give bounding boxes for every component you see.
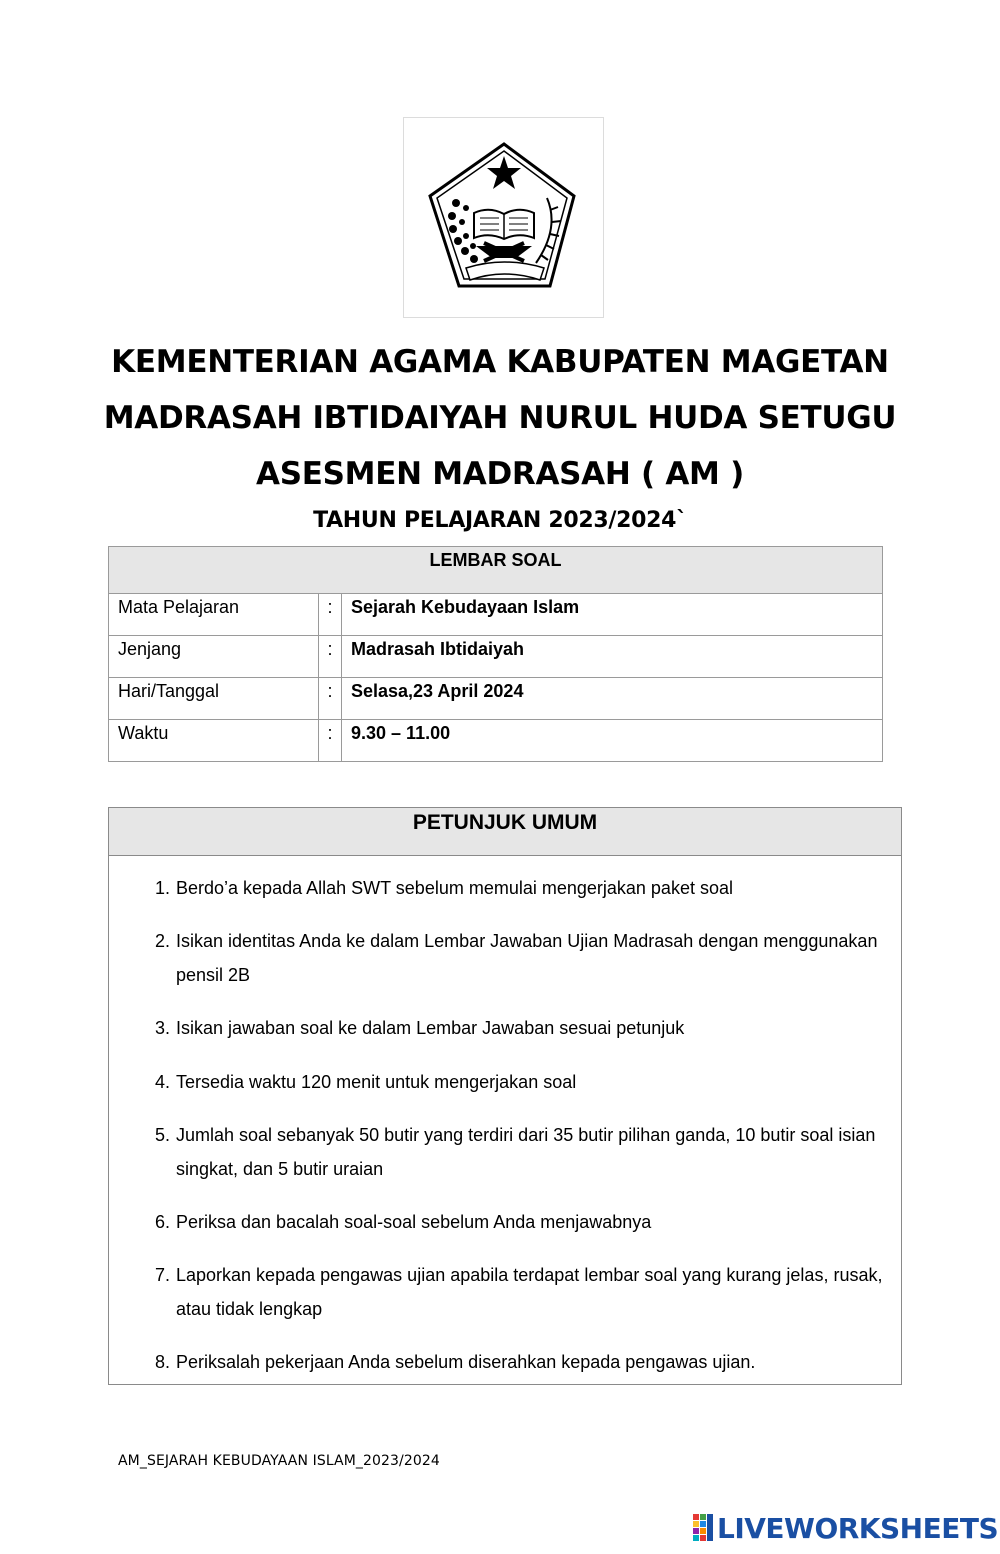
table-row xyxy=(109,636,883,678)
row-label: Hari/Tanggal xyxy=(109,678,319,720)
list-item xyxy=(154,1345,896,1379)
item-number: 2. xyxy=(154,931,170,951)
list-item xyxy=(154,1205,896,1239)
row-value: Selasa,23 April 2024 xyxy=(342,678,883,720)
list-item xyxy=(154,1011,896,1045)
row-value: Madrasah Ibtidaiyah xyxy=(342,636,883,678)
list-item xyxy=(154,1065,896,1099)
item-number: 7. xyxy=(154,1265,170,1285)
ministry-title: KEMENTERIAN AGAMA KABUPATEN MAGETAN xyxy=(111,344,889,380)
row-value: 9.30 – 11.00 xyxy=(342,720,883,762)
academic-year-title: TAHUN PELAJARAN 2023/2024` xyxy=(313,508,687,533)
assessment-title: ASESMEN MADRASAH ( AM ) xyxy=(256,456,744,492)
row-separator: : xyxy=(319,720,342,762)
general-instructions-box xyxy=(108,807,902,1385)
document-footer-code: AM_SEJARAH KEBUDAYAAN ISLAM_2023/2024 xyxy=(118,1453,440,1469)
row-separator: : xyxy=(319,636,342,678)
item-number: 1. xyxy=(154,878,170,898)
item-text: Periksalah pekerjaan Anda sebelum diserahkan kepada pengawas ujian. xyxy=(176,1352,756,1372)
brand-name: LIVEWORKSHEETS xyxy=(717,1511,999,1545)
item-text: Berdo’a kepada Allah SWT sebelum memulai mengerjakan paket soal xyxy=(176,878,733,898)
item-number: 3. xyxy=(154,1018,170,1038)
table-row xyxy=(109,594,883,636)
item-number: 8. xyxy=(154,1352,170,1372)
list-item xyxy=(154,871,896,905)
item-text: Periksa dan bacalah soal-soal sebelum Anda menjawabnya xyxy=(176,1212,652,1232)
list-item xyxy=(154,924,896,992)
kemenag-logo xyxy=(403,117,604,318)
item-text: Isikan identitas Anda ke dalam Lembar Jawaban Ujian Madrasah dengan menggunakan pensil 2B xyxy=(176,931,878,985)
list-item xyxy=(154,1118,896,1186)
item-text: Laporkan kepada pengawas ujian apabila terdapat lembar soal yang kurang jelas, rusak, atau tidak lengkap xyxy=(176,1265,883,1319)
table-row xyxy=(109,678,883,720)
item-number: 6. xyxy=(154,1212,170,1232)
item-number: 4. xyxy=(154,1072,170,1092)
row-separator: : xyxy=(319,594,342,636)
school-title: MADRASAH IBTIDAIYAH NURUL HUDA SETUGU xyxy=(103,400,897,436)
table-header-row xyxy=(109,547,883,594)
row-label: Mata Pelajaran xyxy=(109,594,319,636)
exam-info-table xyxy=(108,546,883,762)
kemenag-emblem-icon xyxy=(404,118,605,319)
item-text: Isikan jawaban soal ke dalam Lembar Jawaban sesuai petunjuk xyxy=(176,1018,685,1038)
table-row xyxy=(109,720,883,762)
lembar-soal-heading: LEMBAR SOAL xyxy=(109,547,883,594)
petunjuk-heading: PETUNJUK UMUM xyxy=(109,808,901,856)
item-number: 5. xyxy=(154,1125,170,1145)
item-text: Tersedia waktu 120 menit untuk mengerjakan soal xyxy=(176,1072,577,1092)
row-value: Sejarah Kebudayaan Islam xyxy=(342,594,883,636)
liveworksheets-brand[interactable] xyxy=(693,1511,998,1545)
liveworksheets-logo-icon xyxy=(693,1514,715,1542)
row-label: Jenjang xyxy=(109,636,319,678)
list-item xyxy=(154,1258,896,1326)
row-separator: : xyxy=(319,678,342,720)
item-text: Jumlah soal sebanyak 50 butir yang terdiri dari 35 butir pilihan ganda, 10 butir soal isian singkat, dan 5 butir uraian xyxy=(176,1125,876,1179)
row-label: Waktu xyxy=(109,720,319,762)
